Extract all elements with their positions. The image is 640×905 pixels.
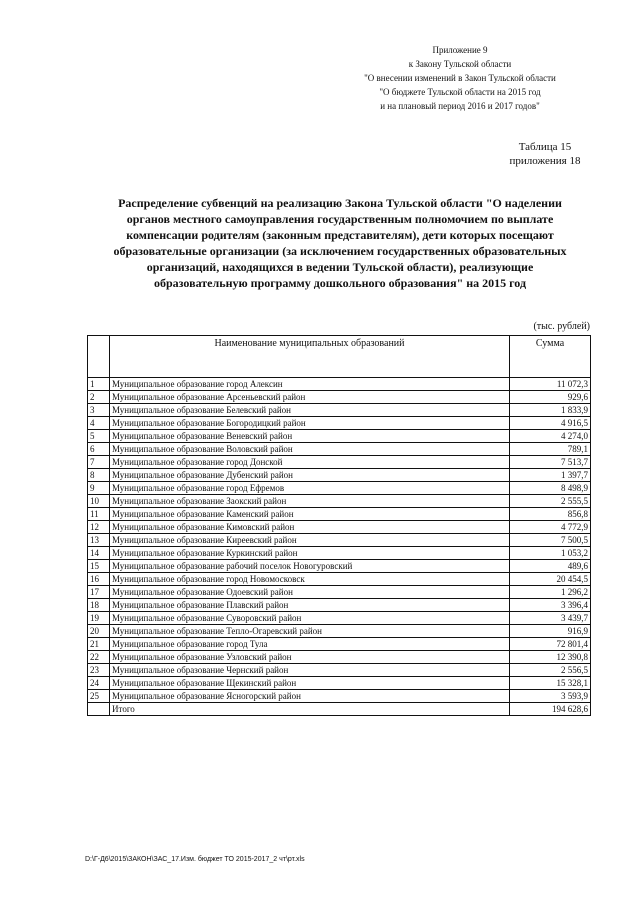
row-name: Муниципальное образование Воловский район: [110, 443, 510, 456]
row-number: 13: [88, 534, 110, 547]
row-number: 8: [88, 469, 110, 482]
row-sum: 7 513,7: [510, 456, 591, 469]
row-number: 5: [88, 430, 110, 443]
row-name: Муниципальное образование Веневский район: [110, 430, 510, 443]
row-name: Муниципальное образование Заокский район: [110, 495, 510, 508]
row-name: Муниципальное образование город Донской: [110, 456, 510, 469]
title-line: образовательные организации (за исключением государственных образовательных: [113, 244, 567, 258]
appendix-number: приложения 18: [509, 155, 581, 167]
table-row: [88, 391, 591, 404]
row-name: Муниципальное образование Щекинский район: [110, 677, 510, 690]
row-sum: 8 498,9: [510, 482, 591, 495]
row-sum: 3 396,4: [510, 599, 591, 612]
row-number: 6: [88, 443, 110, 456]
table-row: [88, 612, 591, 625]
table-row: [88, 638, 591, 651]
title-line: организаций, находящихся в ведении Тульской области), реализующие: [146, 260, 534, 274]
table-row: [88, 469, 591, 482]
row-sum: 72 801,4: [510, 638, 591, 651]
row-number: 3: [88, 404, 110, 417]
row-sum: 3 593,9: [510, 690, 591, 703]
appendix-line: "О внесении изменений в Закон Тульской области: [364, 73, 556, 83]
table-row: [88, 521, 591, 534]
row-name: Муниципальное образование город Ефремов: [110, 482, 510, 495]
appendix-line: и на плановый период 2016 и 2017 годов": [380, 101, 540, 111]
row-name: Муниципальное образование Суворовский район: [110, 612, 510, 625]
row-name: Муниципальное образование Узловский район: [110, 651, 510, 664]
document-title: [80, 195, 600, 291]
table-reference: [500, 140, 590, 168]
table-row: [88, 482, 591, 495]
row-number: 11: [88, 508, 110, 521]
table-row: [88, 677, 591, 690]
row-name: Муниципальное образование Плавский район: [110, 599, 510, 612]
total-num: [88, 703, 110, 716]
total-row: [88, 703, 591, 716]
row-number: 16: [88, 573, 110, 586]
row-name: Муниципальное образование Чернский район: [110, 664, 510, 677]
header-sum: Сумма: [510, 336, 591, 378]
row-number: 10: [88, 495, 110, 508]
table-row: [88, 560, 591, 573]
title-line: органов местного самоуправления государственным полномочием по выплате: [126, 212, 554, 226]
row-name: Муниципальное образование рабочий поселок Новогуровский: [110, 560, 510, 573]
table-row: [88, 651, 591, 664]
row-number: 21: [88, 638, 110, 651]
row-number: 24: [88, 677, 110, 690]
row-name: Муниципальное образование город Новомосковск: [110, 573, 510, 586]
row-number: 19: [88, 612, 110, 625]
total-label: Итого: [110, 703, 510, 716]
row-name: Муниципальное образование Дубенский район: [110, 469, 510, 482]
row-sum: 20 454,5: [510, 573, 591, 586]
row-name: Муниципальное образование Белевский район: [110, 404, 510, 417]
appendix-line: к Закону Тульской области: [408, 59, 512, 69]
table-row: [88, 664, 591, 677]
row-sum: 2 556,5: [510, 664, 591, 677]
row-sum: 1 296,2: [510, 586, 591, 599]
table-row: [88, 404, 591, 417]
row-sum: 489,6: [510, 560, 591, 573]
row-name: Муниципальное образование Тепло-Огаревский район: [110, 625, 510, 638]
row-name: Муниципальное образование Ясногорский район: [110, 690, 510, 703]
row-number: 1: [88, 378, 110, 391]
title-line: образовательную программу дошкольного образования" на 2015 год: [153, 276, 527, 290]
file-path-footer: D:\Г-Д6\2015\ЗАКОН\ЗАС_17.Изм. бюджет ТО 2015-2017_2 чт\рт.xls: [85, 856, 305, 863]
table-row: [88, 690, 591, 703]
header-name: Наименование муниципальных образований: [110, 336, 510, 378]
row-number: 12: [88, 521, 110, 534]
title-line: компенсации родителям (законным представителям), дети которых посещают: [126, 228, 554, 242]
row-sum: 11 072,3: [510, 378, 591, 391]
units-label: (тыс. рублей): [533, 321, 590, 332]
row-number: 7: [88, 456, 110, 469]
row-sum: 2 555,5: [510, 495, 591, 508]
table-header-row: [88, 336, 591, 378]
row-number: 18: [88, 599, 110, 612]
row-number: 17: [88, 586, 110, 599]
row-name: Муниципальное образование Каменский район: [110, 508, 510, 521]
appendix-line: "О бюджете Тульской области на 2015 год: [379, 87, 541, 97]
row-number: 4: [88, 417, 110, 430]
row-number: 2: [88, 391, 110, 404]
table-row: [88, 586, 591, 599]
row-name: Муниципальное образование Куркинский район: [110, 547, 510, 560]
table-number: Таблица 15: [518, 141, 572, 153]
subsidy-table: [87, 335, 591, 716]
row-number: 9: [88, 482, 110, 495]
title-line: Распределение субвенций на реализацию Закона Тульской области "О наделении: [118, 196, 562, 210]
row-number: 22: [88, 651, 110, 664]
row-name: Муниципальное образование Киреевский район: [110, 534, 510, 547]
appendix-line: Приложение 9: [432, 45, 488, 55]
row-sum: 7 500,5: [510, 534, 591, 547]
table-row: [88, 417, 591, 430]
row-number: 15: [88, 560, 110, 573]
row-name: Муниципальное образование Кимовский район: [110, 521, 510, 534]
table-body: [88, 378, 591, 703]
table-row: [88, 534, 591, 547]
total-sum: 194 628,6: [510, 703, 591, 716]
row-sum: 856,8: [510, 508, 591, 521]
row-name: Муниципальное образование город Тула: [110, 638, 510, 651]
row-sum: 4 772,9: [510, 521, 591, 534]
row-number: 14: [88, 547, 110, 560]
table-row: [88, 443, 591, 456]
row-sum: 929,6: [510, 391, 591, 404]
row-name: Муниципальное образование Богородицкий район: [110, 417, 510, 430]
table-row: [88, 495, 591, 508]
table-row: [88, 456, 591, 469]
row-sum: 1 397,7: [510, 469, 591, 482]
row-sum: 12 390,8: [510, 651, 591, 664]
header-num: [88, 336, 110, 378]
table-row: [88, 547, 591, 560]
row-number: 23: [88, 664, 110, 677]
row-sum: 15 328,1: [510, 677, 591, 690]
table-row: [88, 378, 591, 391]
row-number: 25: [88, 690, 110, 703]
row-sum: 1 053,2: [510, 547, 591, 560]
row-sum: 789,1: [510, 443, 591, 456]
row-name: Муниципальное образование город Алексин: [110, 378, 510, 391]
table-row: [88, 599, 591, 612]
table-row: [88, 508, 591, 521]
row-sum: 3 439,7: [510, 612, 591, 625]
table-row: [88, 573, 591, 586]
table-row: [88, 430, 591, 443]
row-sum: 916,9: [510, 625, 591, 638]
table-row: [88, 625, 591, 638]
row-name: Муниципальное образование Арсеньевский район: [110, 391, 510, 404]
row-sum: 4 916,5: [510, 417, 591, 430]
row-sum: 1 833,9: [510, 404, 591, 417]
appendix-header: [340, 43, 580, 113]
row-sum: 4 274,0: [510, 430, 591, 443]
row-name: Муниципальное образование Одоевский район: [110, 586, 510, 599]
row-number: 20: [88, 625, 110, 638]
